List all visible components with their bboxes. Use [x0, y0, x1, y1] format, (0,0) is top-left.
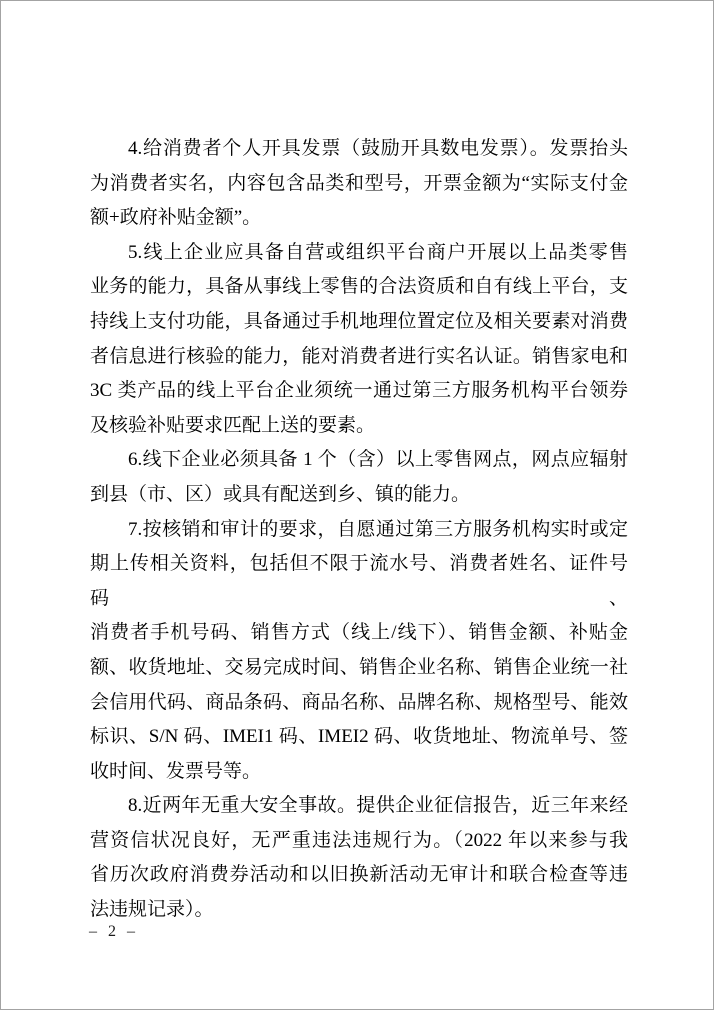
- text-line: 8.近两年无重大安全事故。提供企业征信报告，近三年来经: [128, 795, 628, 817]
- text-line: 省历次政府消费券活动和以旧换新活动无审计和联合检查等违: [90, 864, 628, 886]
- text-line: 持线上支付功能，具备通过手机地理位置定位及相关要素对消费: [90, 310, 628, 332]
- text-line: 3C 类产品的线上平台企业须统一通过第三方服务机构平台领券: [90, 380, 628, 402]
- text-line: 为消费者实名，内容包含品类和型号，开票金额为“实际支付金: [90, 172, 628, 194]
- text-line: 及核验补贴要求匹配上送的要素。: [90, 414, 376, 436]
- text-line: 消费者手机号码、销售方式（线上/线下）、销售金额、补贴金: [90, 622, 628, 644]
- text-line: 期上传相关资料，包括但不限于流水号、消费者姓名、证件号码、: [90, 553, 628, 609]
- text-line: 法违规记录）。: [90, 899, 214, 921]
- text-line: 营资信状况良好，无严重违法违规行为。（2022 年以来参与我: [90, 829, 628, 851]
- paragraph: [90, 513, 628, 790]
- text-line: 者信息进行核验的能力，能对消费者进行实名认证。销售家电和: [90, 345, 628, 367]
- text-line: 到县（市、区）或具有配送到乡、镇的能力。: [90, 483, 471, 505]
- text-line: 6.线下企业必须具备 1 个（含）以上零售网点，网点应辐射: [128, 449, 628, 471]
- text-line: 业务的能力，具备从事线上零售的合法资质和自有线上平台，支: [90, 276, 628, 298]
- text-line: 额、收货地址、交易完成时间、销售企业名称、销售企业统一社: [90, 656, 628, 678]
- paragraph: [90, 236, 628, 444]
- text-line: 收时间、发票号等。: [90, 760, 262, 782]
- paragraph: [90, 443, 628, 512]
- page-number: – 2 –: [89, 923, 138, 940]
- text-line: 4.给消费者个人开具发票（鼓励开具数电发票）。发票抬头: [128, 138, 628, 159]
- paragraph: [90, 132, 628, 236]
- text-line: 7.按核销和审计的要求，自愿通过第三方服务机构实时或定: [128, 518, 628, 540]
- paragraph: [90, 789, 628, 927]
- text-line: 额+政府补贴金额”。: [90, 207, 262, 229]
- document-body: [90, 132, 628, 928]
- text-line: 标识、S/N 码、IMEI1 码、IMEI2 码、收货地址、物流单号、签: [90, 726, 628, 748]
- text-line: 5.线上企业应具备自营或组织平台商户开展以上品类零售: [128, 241, 628, 263]
- text-line: 会信用代码、商品条码、商品名称、品牌名称、规格型号、能效: [90, 691, 628, 713]
